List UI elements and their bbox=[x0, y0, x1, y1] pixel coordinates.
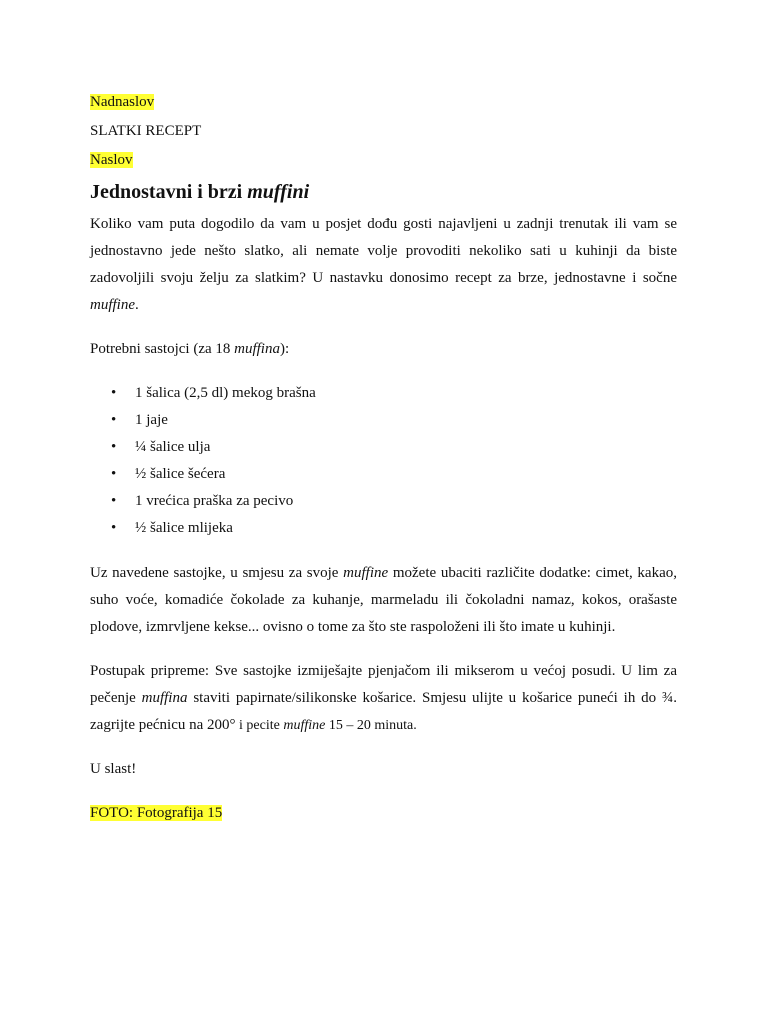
method-pre: Postupak pripreme: Sve sastojke izmiješajte pjenjačom ili mikserom u većoj posudi. U lim za pečenje bbox=[90, 663, 677, 706]
method-italic-2: muffine bbox=[283, 718, 326, 733]
additions-post: možete ubaciti različite dodatke: cimet, kakao, suho voće, komadiće čokolade za kuhanje, marmeladu ili čokoladni namaz, kokos, orašaste plodove, izmrvljene kekse... ovisno o tome za što ste raspoloženi ili što imate u kuhinji. bbox=[90, 565, 677, 635]
ingredients-intro-post: ): bbox=[279, 341, 290, 357]
ingredient-text: ½ šalice šećera bbox=[135, 466, 226, 482]
additions-paragraph bbox=[90, 560, 677, 641]
ingredient-text: 1 jaje bbox=[135, 412, 168, 428]
ingredients-list bbox=[90, 380, 677, 542]
ingredient-text: ¼ šalice ulja bbox=[135, 439, 211, 455]
title-label-line bbox=[90, 146, 677, 175]
ingredients-intro bbox=[90, 336, 677, 363]
intro-paragraph bbox=[90, 211, 677, 319]
intro-text: Koliko vam puta dogodilo da vam u posjet dođu gosti najavljeni u zadnji trenutak ili vam se jednostavno jede nešto slatko, ali nemate volje provoditi nekoliko sati u kuhinji da biste zadovoljili svoju želju za slatkim? U nastavku donosimo recept za brze, jednostavne i sočne bbox=[90, 216, 677, 286]
bullet-icon: • bbox=[111, 412, 117, 428]
bullet-icon: • bbox=[111, 439, 117, 455]
additions-pre: Uz navedene sastojke, u smjesu za svoje bbox=[90, 565, 344, 581]
list-item bbox=[90, 407, 677, 434]
supertitle-label: Nadnaslov bbox=[90, 94, 155, 110]
list-item bbox=[90, 434, 677, 461]
ingredient-text: 1 šalica (2,5 dl) mekog brašna bbox=[135, 385, 316, 401]
ingredient-text: ½ šalice mlijeka bbox=[135, 520, 233, 536]
list-item bbox=[90, 461, 677, 488]
supertitle: SLATKI RECEPT bbox=[90, 123, 202, 139]
ingredient-text: 1 vrećica praška za pecivo bbox=[135, 493, 294, 509]
method-italic-1: muffina bbox=[141, 690, 188, 706]
method-mid: staviti papirnate/silikonske košarice. Smjesu ulijte u košarice puneći ih do ¾. zagrijte pećnicu na 200° bbox=[90, 690, 677, 733]
additions-italic: muffine bbox=[343, 565, 389, 581]
method-small-post: 15 – 20 minuta bbox=[325, 718, 414, 733]
photo-caption: FOTO: Fotografija 15 bbox=[90, 805, 223, 821]
bullet-icon: • bbox=[111, 385, 117, 401]
intro-italic: muffine bbox=[90, 297, 135, 313]
intro-end: . bbox=[135, 297, 139, 313]
list-item bbox=[90, 515, 677, 542]
method-tail bbox=[236, 718, 417, 733]
ingredients-intro-pre: Potrebni sastojci (za 18 bbox=[90, 341, 235, 357]
ingredients-intro-italic: muffina bbox=[234, 341, 280, 357]
title-main: Jednostavni i brzi bbox=[90, 181, 248, 203]
closing-line: U slast! bbox=[90, 761, 137, 777]
bullet-icon: • bbox=[111, 493, 117, 509]
title-italic: muffini bbox=[247, 181, 310, 203]
title-label: Naslov bbox=[90, 152, 133, 168]
method-small-pre: i pecite bbox=[235, 718, 284, 733]
list-item bbox=[90, 380, 677, 407]
bullet-icon: • bbox=[111, 520, 117, 536]
method-end: . bbox=[413, 718, 417, 733]
bullet-icon: • bbox=[111, 466, 117, 482]
method-paragraph bbox=[90, 658, 677, 739]
list-item bbox=[90, 488, 677, 515]
supertitle-label-line bbox=[90, 88, 677, 117]
photo-caption-line bbox=[90, 800, 677, 827]
document-page bbox=[90, 88, 677, 844]
article-title bbox=[90, 177, 677, 207]
